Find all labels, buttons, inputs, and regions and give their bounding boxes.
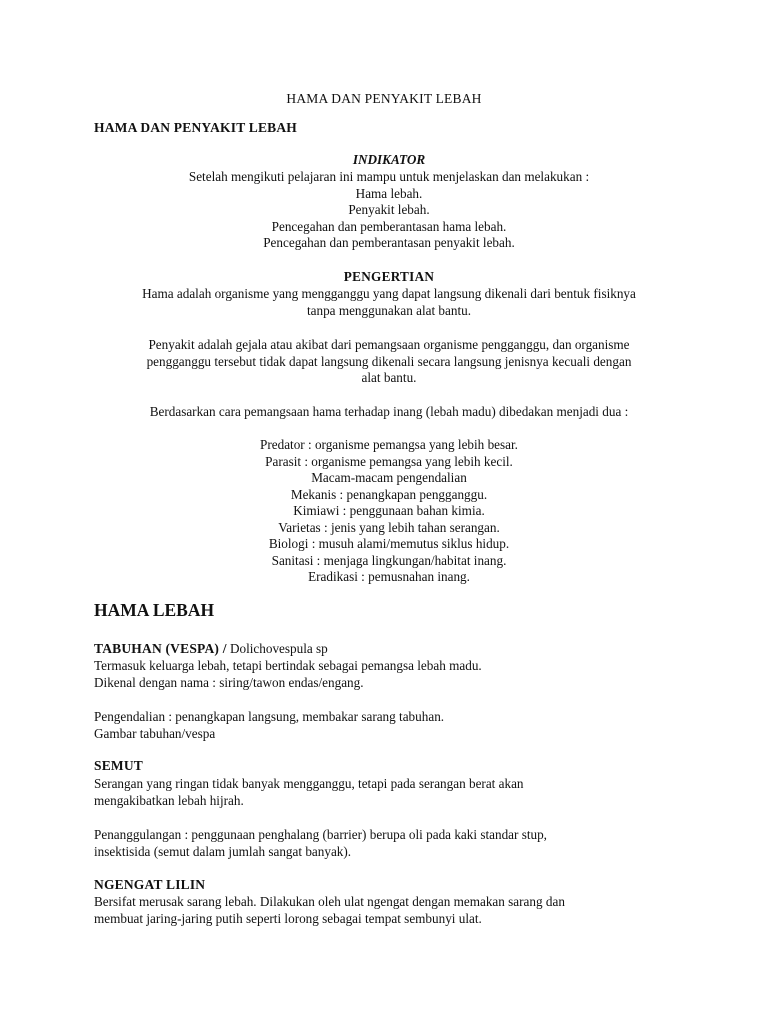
tabuhan-heading-bold: TABUHAN (VESPA) / <box>94 641 227 656</box>
ngengat-lilin-paragraph <box>94 894 694 927</box>
tabuhan-paragraph-1 <box>94 658 694 691</box>
semut-paragraph-1 <box>94 776 694 809</box>
tabuhan-paragraph-2 <box>94 709 694 742</box>
paragraph-line: Penyakit adalah gejala atau akibat dari pemangsaan organisme pengganggu, dan organisme <box>148 337 630 352</box>
paragraph-line: Pengendalian : penangkapan langsung, membakar sarang tabuhan. <box>94 709 445 724</box>
list-item: Sanitasi : menjaga lingkungan/habitat inang. <box>271 552 507 568</box>
tabuhan-heading <box>94 641 328 658</box>
paragraph-line: Hama adalah organisme yang mengganggu yang dapat langsung dikenali dari bentuk fisiknya <box>142 286 636 301</box>
tabuhan-heading-species: Dolichovespula sp <box>226 641 328 656</box>
indikator-line: Pencegahan dan pemberantasan penyakit lebah. <box>263 235 515 250</box>
semut-heading: SEMUT <box>94 758 144 773</box>
paragraph-line: mengakibatkan lebah hijrah. <box>94 792 244 808</box>
paragraph-line: Termasuk keluarga lebah, tetapi bertindak sebagai pemangsa lebah madu. <box>94 658 482 673</box>
indikator-line: Pencegahan dan pemberantasan hama lebah. <box>271 218 507 234</box>
indikator-line: Setelah mengikuti pelajaran ini mampu untuk menjelaskan dan melakukan : <box>188 169 590 184</box>
indikator-list <box>94 169 684 252</box>
list-item: Eradikasi : pemusnahan inang. <box>308 569 470 584</box>
list-item: Kimiawi : penggunaan bahan kimia. <box>293 503 485 518</box>
indikator-line: Penyakit lebah. <box>348 202 430 217</box>
list-item: Predator : organisme pemangsa yang lebih besar. <box>260 437 518 452</box>
indikator-line: Hama lebah. <box>355 185 423 201</box>
pengertian-heading: PENGERTIAN <box>343 269 435 284</box>
list-item: Macam-macam pengendalian <box>311 470 467 485</box>
paragraph-line: alat bantu. <box>361 370 417 385</box>
paragraph-line: pengganggu tersebut tidak dapat langsung dikenali secara langsung jenisnya kecuali dengan <box>146 353 632 369</box>
ngengat-lilin-heading: NGENGAT LILIN <box>94 877 206 892</box>
paragraph-line: Serangan yang ringan tidak banyak mengganggu, tetapi pada serangan berat akan <box>94 776 524 791</box>
pengendalian-list <box>94 437 684 586</box>
paragraph-line: membuat jaring-jaring putih seperti lorong sebagai tempat sembunyi ulat. <box>94 910 482 926</box>
indikator-heading: INDIKATOR <box>352 152 426 167</box>
document-title: HAMA DAN PENYAKIT LEBAH <box>286 91 482 106</box>
paragraph-line: Gambar tabuhan/vespa <box>94 725 216 741</box>
paragraph-line: Dikenal dengan nama : siring/tawon endas/engang. <box>94 674 364 690</box>
pengertian-paragraph-1 <box>94 286 684 319</box>
list-item: Varietas : jenis yang lebih tahan serangan. <box>278 519 500 535</box>
list-item: Mekanis : penangkapan pengganggu. <box>290 486 488 502</box>
document-subtitle: HAMA DAN PENYAKIT LEBAH <box>94 120 298 135</box>
paragraph-line: insektisida (semut dalam jumlah sangat banyak). <box>94 843 352 859</box>
hama-lebah-heading: HAMA LEBAH <box>94 600 215 620</box>
paragraph-line: Penanggulangan : penggunaan penghalang (barrier) berupa oli pada kaki standar stup, <box>94 827 547 842</box>
list-item: Biologi : musuh alami/memutus siklus hidup. <box>268 536 510 551</box>
list-item: Parasit : organisme pemangsa yang lebih kecil. <box>265 453 513 469</box>
paragraph-line: Bersifat merusak sarang lebah. Dilakukan oleh ulat ngengat dengan memakan sarang dan <box>94 894 565 909</box>
paragraph-line: tanpa menggunakan alat bantu. <box>306 302 472 318</box>
semut-paragraph-2 <box>94 827 694 860</box>
pengertian-paragraph-3: Berdasarkan cara pemangsaan hama terhadap inang (lebah madu) dibedakan menjadi dua : <box>149 404 629 419</box>
pengertian-paragraph-2 <box>94 337 684 387</box>
